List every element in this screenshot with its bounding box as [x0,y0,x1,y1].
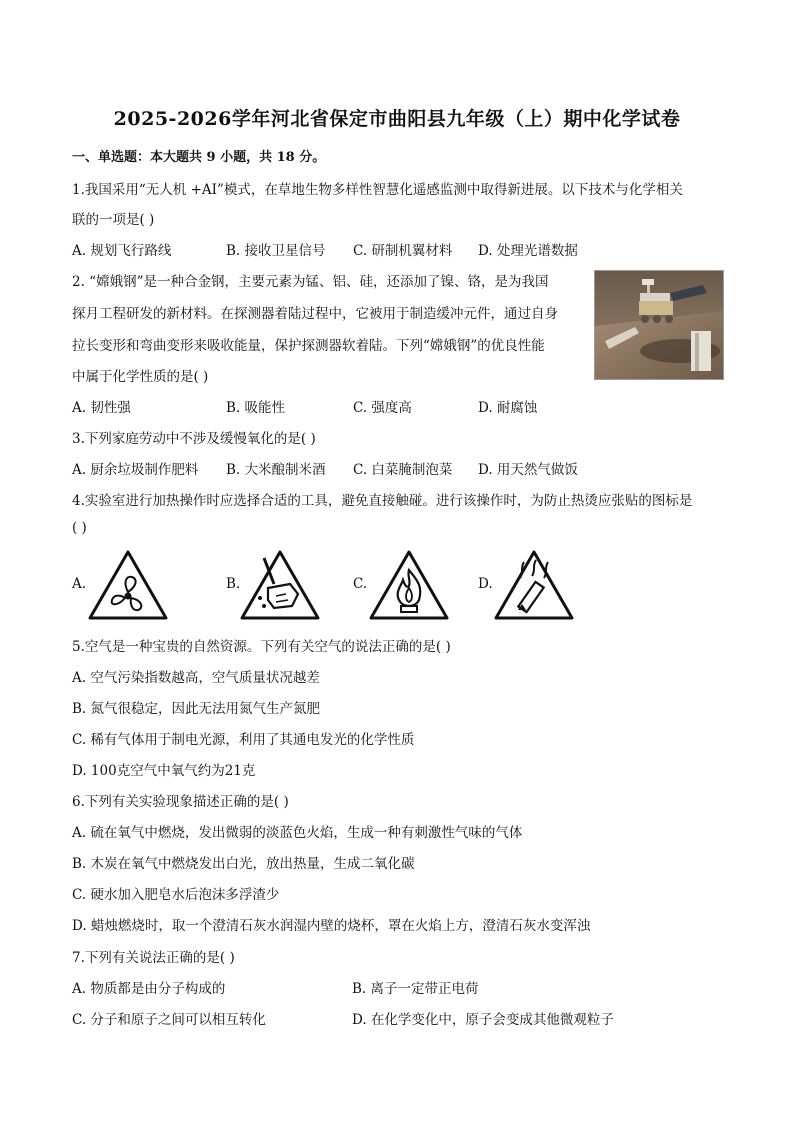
q5-option-d: D. 100克空气中氧气约为21克 [72,763,256,779]
q7-stem-line1: 7.下列有关说法正确的是( ) [72,950,235,966]
section-heading: 一、单选题：本大题共 9 小题，共 18 分。 [72,150,326,165]
q1-stem-line2: 联的一项是( ) [72,212,155,228]
q6-option-d: D. 蜡烛燃烧时，取一个澄清石灰水润湿内壁的烧杯，罩在火焰上方，澄清石灰水变浑浊 [72,918,591,934]
q7-option-b: B. 离子一定带正电荷 [352,981,479,997]
q6-option-a: A. 硫在氧气中燃烧，发出微弱的淡蓝色火焰，生成一种有刺激性气味的气体 [72,825,523,841]
q2-stem-line2: 探月工程研发的新材料。在探测器着陆过程中，它被用于制造缓冲元件，通过自身 [72,306,558,322]
hand-safety-icon [238,548,322,622]
q3-option-a: A. 厨余垃圾制作肥料 [72,462,199,478]
lunar-rover-photo [594,270,724,380]
q1-option-b: B. 接收卫星信号 [226,243,326,259]
q5-option-a: A. 空气污染指数越高，空气质量状况越差 [72,670,320,686]
q4-option-d-label: D. [478,576,493,592]
q2-option-b: B. 吸能性 [226,400,286,416]
q5-stem-line1: 5.空气是一种宝贵的自然资源。下列有关空气的说法正确的是( ) [72,639,451,655]
q1-option-d: D. 处理光谱数据 [478,243,578,259]
flame-heating-icon [367,548,451,622]
q2-option-d: D. 耐腐蚀 [478,400,538,416]
lunar-rover-image [595,271,723,379]
q3-option-b: B. 大米酿制米酒 [226,462,326,478]
q4-stem-line1: 4.实验室进行加热操作时应选择合适的工具，避免直接触碰。进行该操作时，为防止热烫应张贴的图标是 [72,493,693,509]
q6-stem-line1: 6.下列有关实验现象描述正确的是( ) [72,794,289,810]
q2-option-a: A. 韧性强 [72,400,131,416]
q6-option-b: B. 木炭在氧气中燃烧发出白光，放出热量，生成二氧化碳 [72,856,415,872]
q4-option-a-label: A. [72,576,87,592]
q7-option-c: C. 分子和原子之间可以相互转化 [72,1012,266,1028]
exam-title: 2025-2026学年河北省保定市曲阳县九年级（上）期中化学试卷 [113,108,681,130]
q6-option-c: C. 硬水加入肥皂水后泡沫多浮渣少 [72,887,280,903]
q4-option-c-label: C. [353,576,368,592]
q4-stem-line2: ( ) [72,520,87,536]
q2-stem-line4: 中属于化学性质的是( ) [72,369,209,385]
q2-stem-line1: 2. “嫦娥钢”是一种合金钢，主要元素为锰、铝、硅，还添加了镍、铬，是为我国 [72,274,549,290]
q5-option-c: C. 稀有气体用于制电光源，利用了其通电发光的化学性质 [72,732,415,748]
hot-surface-icon [492,548,576,622]
q3-option-d: D. 用天然气做饭 [478,462,578,478]
q1-option-c: C. 研制机翼材料 [353,243,453,259]
q7-option-a: A. 物质都是由分子构成的 [72,981,226,997]
q2-stem-line3: 拉长变形和弯曲变形来吸收能量，保护探测器软着陆。下列“嫦娥钢”的优良性能 [72,338,545,354]
fan-ventilation-icon [86,548,170,622]
q2-option-c: C. 强度高 [353,400,412,416]
q5-option-b: B. 氮气很稳定，因此无法用氮气生产氮肥 [72,701,321,717]
q1-stem-line1: 1.我国采用“无人机 +AI”模式，在草地生物多样性智慧化遥感监测中取得新进展。以下技术与化学相关 [72,182,683,198]
q4-option-b-label: B. [226,576,241,592]
q7-option-d: D. 在化学变化中，原子会变成其他微观粒子 [352,1012,614,1028]
q3-stem-line1: 3.下列家庭劳动中不涉及缓慢氧化的是( ) [72,431,316,447]
q3-option-c: C. 白菜腌制泡菜 [353,462,453,478]
q1-option-a: A. 规划飞行路线 [72,243,172,259]
